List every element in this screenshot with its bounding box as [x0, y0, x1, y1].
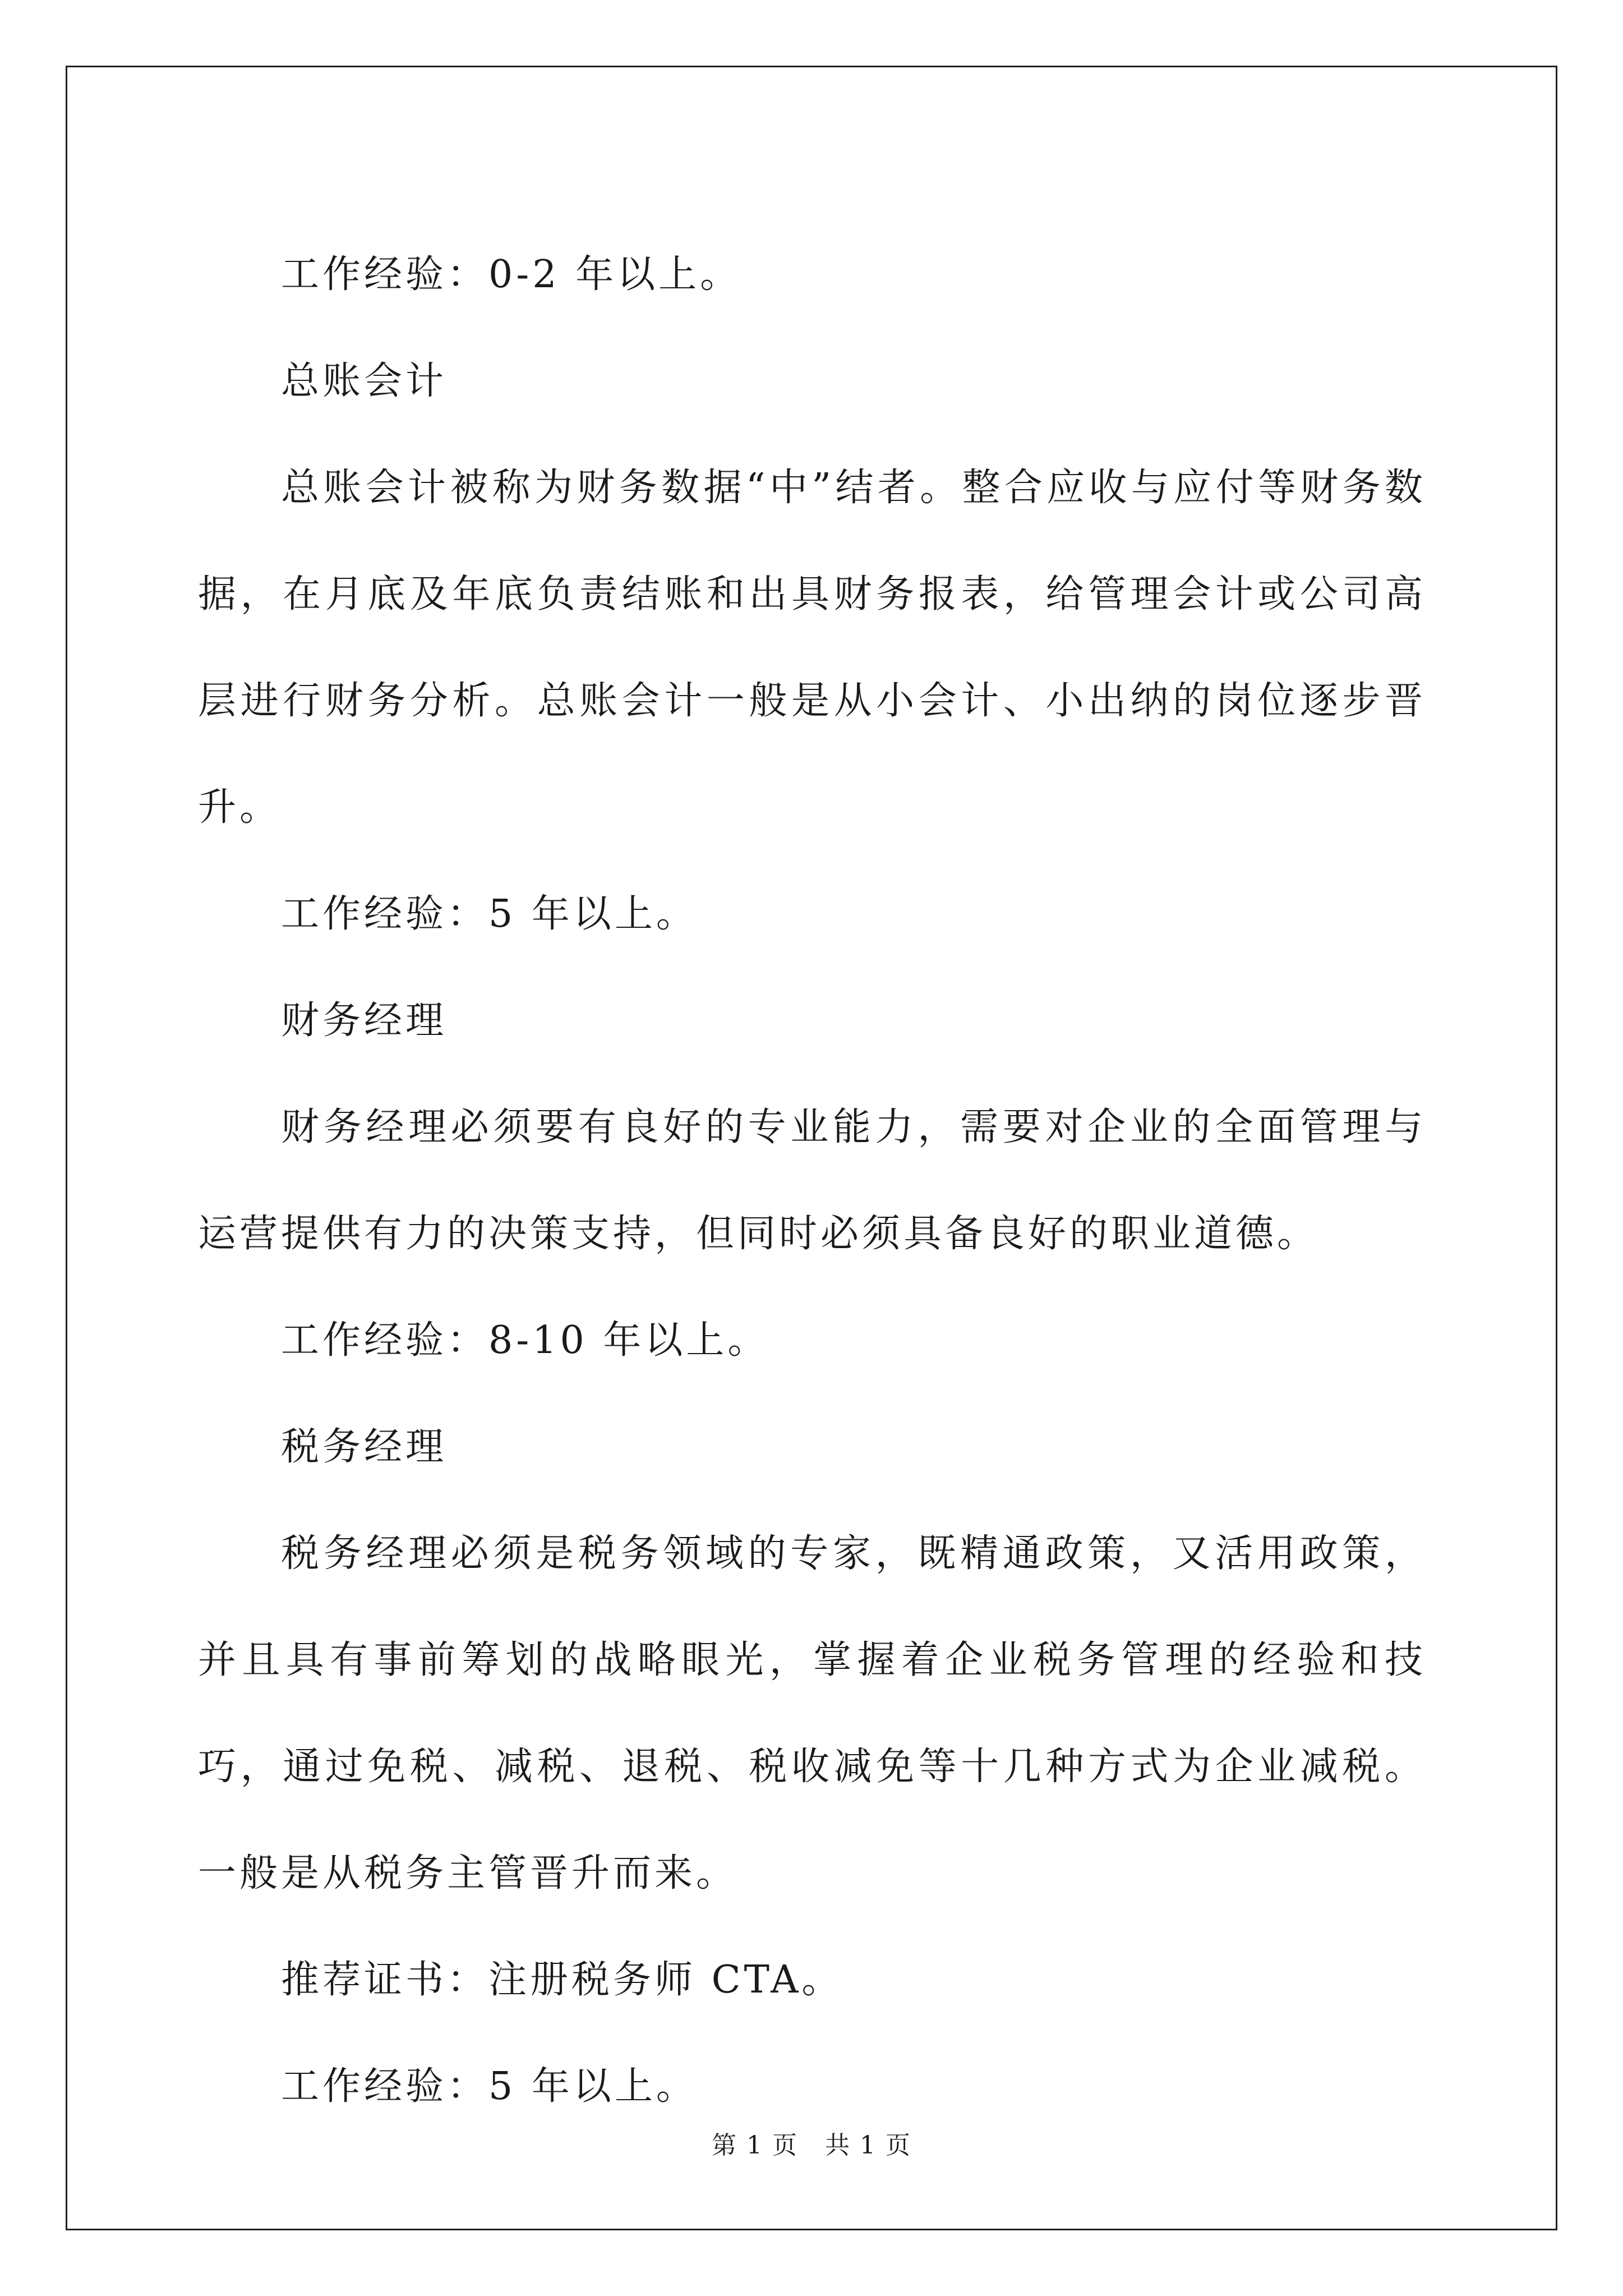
page-footer [0, 2129, 1623, 2162]
paragraph-experience-2: 工作经验：5 年以上。 [281, 892, 698, 936]
heading-general-ledger-accountant: 总账会计 [281, 359, 448, 403]
page-number-current: 第 1 页 [712, 2131, 798, 2160]
heading-finance-manager: 财务经理 [281, 999, 448, 1043]
document-body [198, 222, 1426, 2140]
paragraph-tax-manager-description: 税务经理必须是税务领域的专家，既精通政策，又活用政策，并且具有事前筹划的战略眼光，掌握着企业税务管理的经验和技巧，通过免税、减税、退税、税收减免等十几种方式为企业减税。一般是从税务主管晋升而来。 [198, 1531, 1426, 1895]
page-number-total: 共 1 页 [825, 2131, 911, 2160]
heading-tax-manager: 税务经理 [281, 1425, 448, 1469]
paragraph-experience-1: 工作经验：0-2 年以上。 [281, 252, 742, 297]
paragraph-general-ledger-description: 总账会计被称为财务数据“中”结者。整合应收与应付等财务数据，在月底及年底负责结账和出具财务报表，给管理会计或公司高层进行财务分析。总账会计一般是从小会计、小出纳的岗位逐步晋升。 [198, 466, 1426, 830]
paragraph-finance-manager-description: 财务经理必须要有良好的专业能力，需要对企业的全面管理与运营提供有力的决策支持，但同时必须具备良好的职业道德。 [198, 1105, 1426, 1256]
paragraph-experience-4: 工作经验：5 年以上。 [281, 2064, 698, 2109]
paragraph-experience-3: 工作经验：8-10 年以上。 [281, 1318, 769, 1363]
paragraph-recommended-certificate: 推荐证书：注册税务师 CTA。 [281, 1958, 843, 2002]
